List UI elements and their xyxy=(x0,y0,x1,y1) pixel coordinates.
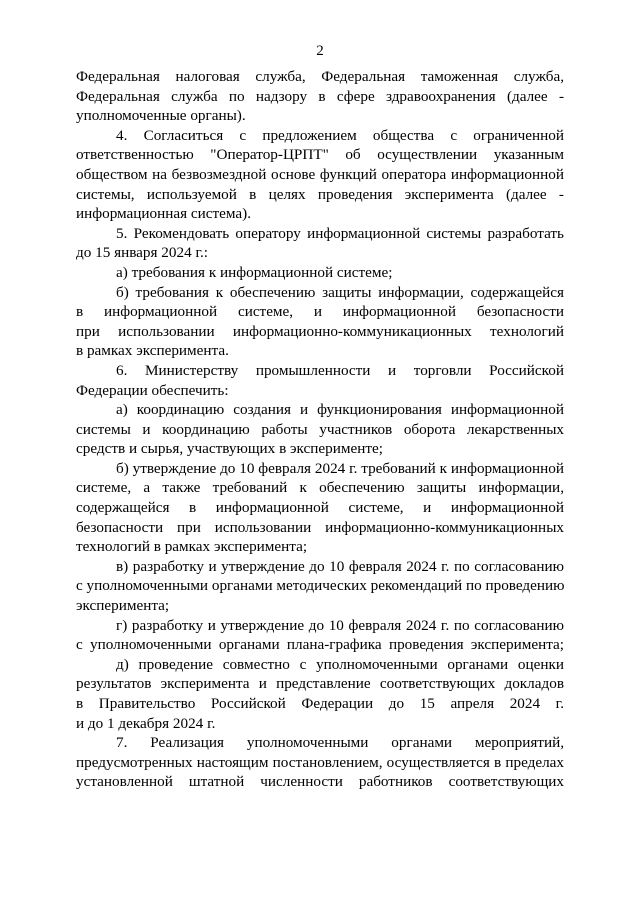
text-line: а) требования к информационной системе; xyxy=(116,263,393,281)
text-line: и до 1 декабря 2024 г. xyxy=(76,714,216,732)
text-line: с уполномоченными органами методических рекомендаций по проведению xyxy=(76,577,565,595)
text-line: б) утверждение до 10 февраля 2024 г. требований к информационной xyxy=(116,459,564,477)
text-line: установленной штатной численности работников соответствующих xyxy=(76,773,564,791)
text-line: 6. Министерству промышленности и торговли Российской xyxy=(116,361,564,379)
text-line: 5. Рекомендовать оператору информационной системы разработать xyxy=(116,224,564,242)
text-line: безопасности при использовании информационно-коммуникационных xyxy=(76,518,564,536)
text-line: д) проведение совместно с уполномоченными органами оценки xyxy=(116,655,564,673)
text-line: 4. Согласиться с предложением общества с ограниченной xyxy=(116,126,564,144)
text-line: обществом на безвозмездной основе функций оператора информационной xyxy=(76,165,564,183)
text-line: при использовании информационно-коммуникационных технологий xyxy=(76,322,564,340)
text-line: результатов эксперимента и представление соответствующих докладов xyxy=(76,675,564,693)
text-line: системы, используемой в целях проведения эксперимента (далее - xyxy=(76,185,564,203)
text-line: системы и координацию работы участников оборота лекарственных xyxy=(76,420,564,438)
text-line: 7. Реализация уполномоченными органами мероприятий, xyxy=(116,734,564,752)
text-line: Федеральная налоговая служба, Федеральная таможенная служба, xyxy=(76,68,564,85)
text-line: с уполномоченными органами плана-графика проведения эксперимента; xyxy=(76,636,564,654)
text-line: уполномоченные органы). xyxy=(76,107,246,125)
text-line: Федеральная служба по надзору в сфере здравоохранения (далее - xyxy=(76,87,564,105)
text-line: б) требования к обеспечению защиты информации, содержащейся xyxy=(116,283,564,301)
text-line: в информационной системе, и информационной безопасности xyxy=(76,303,564,321)
text-line: Федерации обеспечить: xyxy=(76,381,229,399)
text-line: эксперимента; xyxy=(76,597,170,615)
text-line: ответственностью "Оператор-ЦРПТ" об осуществлении указанным xyxy=(76,146,564,164)
text-line: содержащейся в информационной системе, и информационной xyxy=(76,499,564,517)
text-line: в рамках эксперимента. xyxy=(76,342,229,360)
page-number: 2 xyxy=(316,43,324,59)
text-line: средств и сырья, участвующих в эксперименте; xyxy=(76,440,383,458)
text-line: технологий в рамках эксперимента; xyxy=(76,538,308,556)
text-line: системе, а также требований к обеспечению защиты информации, xyxy=(76,479,564,497)
text-line: г) разработку и утверждение до 10 февраля 2024 г. по согласованию xyxy=(116,616,564,634)
document-body xyxy=(76,67,564,792)
text-line: до 15 января 2024 г.: xyxy=(76,244,209,262)
text-line: а) координацию создания и функционирования информационной xyxy=(116,401,564,419)
text-line: в) разработку и утверждение до 10 февраля 2024 г. по согласованию xyxy=(116,557,564,575)
text-line: предусмотренных настоящим постановлением, осуществляется в пределах xyxy=(76,753,564,771)
text-line: информационная система). xyxy=(76,205,252,223)
text-line: в Правительство Российской Федерации до 15 апреля 2024 г. xyxy=(76,695,564,712)
